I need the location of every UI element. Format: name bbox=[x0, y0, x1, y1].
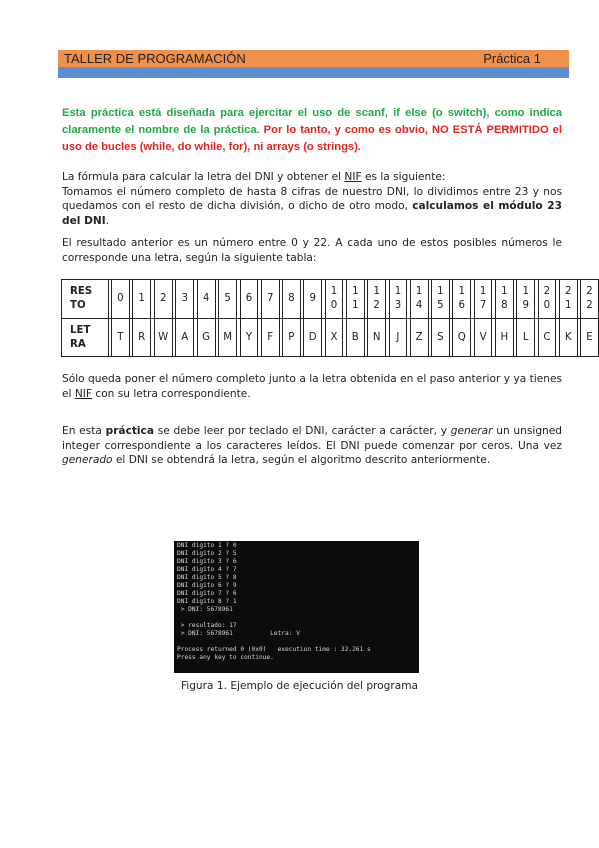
task-italic-1: generar bbox=[450, 425, 493, 437]
letra-header: LET RA bbox=[62, 319, 109, 357]
console-line bbox=[177, 638, 416, 646]
letra-cell: A bbox=[176, 319, 194, 357]
result-paragraph: El resultado anterior es un número entre 0 y 22. A cada uno de estos posibles números le corresponde una letra, según la siguiente tabla: bbox=[62, 237, 562, 264]
letra-cell: Y bbox=[240, 319, 258, 357]
console-line: DNI digito 5 ? 8 bbox=[177, 574, 237, 581]
resto-cell: 5 bbox=[219, 280, 237, 319]
letra-cell: Z bbox=[410, 319, 428, 357]
nif-term: NIF bbox=[344, 171, 362, 183]
console-line: Process returned 0 (0x0) execution time : 32.261 s bbox=[177, 646, 371, 653]
letra-cell: K bbox=[559, 319, 577, 357]
formula-text-a: La fórmula para calcular la letra del DNI y obtener el bbox=[62, 171, 345, 183]
final-text-a: Sólo queda poner el número completo junto a la letra obtenida en el paso anterior y ya tienes el bbox=[62, 373, 562, 400]
header-title: TALLER DE PROGRAMACIÓN bbox=[64, 51, 246, 66]
intro-paragraph bbox=[62, 105, 562, 156]
letra-cell: D bbox=[304, 319, 322, 357]
final-paragraph bbox=[62, 372, 562, 401]
letra-cell: V bbox=[474, 319, 492, 357]
resto-cell: 2 1 bbox=[559, 280, 577, 319]
console-line: DNI digito 6 ? 9 bbox=[177, 582, 237, 589]
console-line: > DNI: 5678961 Letra: V bbox=[177, 630, 300, 637]
console-line: Press any key to continue. bbox=[177, 654, 274, 661]
letra-cell: P bbox=[283, 319, 301, 357]
task-text-a: En esta bbox=[62, 425, 106, 437]
resto-cell: 6 bbox=[240, 280, 258, 319]
letra-cell: M bbox=[219, 319, 237, 357]
resto-cell: 1 4 bbox=[410, 280, 428, 319]
resto-cell: 1 1 bbox=[346, 280, 364, 319]
formula-paragraph bbox=[62, 170, 562, 228]
formula-text-c: Tomamos el número completo de hasta 8 cifras de nuestro DNI, lo dividimos entre 23 y nos quedamos con el resto de dicha división, o dicho de otro modo, bbox=[62, 185, 562, 212]
letra-cell: L bbox=[517, 319, 535, 357]
letra-cell: X bbox=[325, 319, 343, 357]
resto-cell: 1 7 bbox=[474, 280, 492, 319]
letra-cell: N bbox=[368, 319, 386, 357]
nif-term-2: NIF bbox=[74, 387, 92, 400]
letra-cell: W bbox=[154, 319, 172, 357]
resto-cell: 1 bbox=[133, 280, 151, 319]
resto-cell: 9 bbox=[304, 280, 322, 319]
console-line: DNI digito 1 ? 0 bbox=[177, 542, 237, 549]
resto-cell: 1 5 bbox=[432, 280, 450, 319]
resto-header: RES TO bbox=[62, 280, 109, 319]
figure-caption: Figura 1. Ejemplo de ejecución del programa bbox=[180, 680, 419, 692]
intro-green-text: Esta práctica está diseñada para ejercitar el uso de scanf, if else (o switch), como indica claramente el nombre de la práctica. bbox=[62, 107, 562, 136]
document-header bbox=[58, 50, 569, 67]
console-line bbox=[177, 614, 416, 622]
resto-cell: 4 bbox=[197, 280, 215, 319]
console-line: > resultado: 17 bbox=[177, 622, 237, 629]
resto-cell: 8 bbox=[283, 280, 301, 319]
resto-cell: 2 0 bbox=[538, 280, 556, 319]
letra-cell: S bbox=[432, 319, 450, 357]
intro-red-text: Por lo tanto, y como es obvio, bbox=[259, 124, 432, 136]
task-paragraph bbox=[62, 424, 562, 468]
letra-cell: T bbox=[112, 319, 130, 357]
letra-cell: Q bbox=[453, 319, 471, 357]
letra-cell: F bbox=[261, 319, 279, 357]
resto-cell: 3 bbox=[176, 280, 194, 319]
letra-cell: B bbox=[346, 319, 364, 357]
console-line: DNI digito 4 ? 7 bbox=[177, 566, 237, 573]
final-text-b: con su letra correspondiente. bbox=[92, 387, 251, 400]
console-line: DNI digito 3 ? 6 bbox=[177, 558, 237, 565]
resto-cell: 0 bbox=[112, 280, 130, 319]
formula-text-b: es la siguiente: bbox=[361, 171, 446, 183]
resto-cell: 1 2 bbox=[368, 280, 386, 319]
console-line: DNI digito 7 ? 6 bbox=[177, 590, 237, 597]
console-line: DNI digito 2 ? 5 bbox=[177, 550, 237, 557]
task-italic-2: generado bbox=[62, 454, 113, 466]
formula-bold: calculamos el módulo 23 del DNI bbox=[62, 200, 562, 227]
resto-cell: 1 3 bbox=[389, 280, 407, 319]
intro-red-end: el uso de bucles (while, do while, for), ni arrays (o strings). bbox=[62, 124, 562, 153]
letra-cell: E bbox=[581, 319, 599, 357]
header-bar bbox=[58, 67, 569, 78]
resto-cell: 1 8 bbox=[495, 280, 513, 319]
intro-red-caps: NO ESTÁ PERMITIDO bbox=[431, 124, 549, 136]
dni-letter-table bbox=[61, 279, 599, 357]
resto-cell: 7 bbox=[261, 280, 279, 319]
letra-cell: C bbox=[538, 319, 556, 357]
task-text-b: se debe leer por teclado el DNI, carácter a carácter, y bbox=[153, 425, 451, 437]
resto-cell: 2 2 bbox=[581, 280, 599, 319]
resto-cell: 2 bbox=[154, 280, 172, 319]
console-line: > DNI: 5678961 bbox=[177, 606, 233, 613]
formula-text-d: . bbox=[105, 214, 110, 227]
console-line: DNI digito 8 ? 1 bbox=[177, 598, 237, 605]
task-bold: práctica bbox=[105, 425, 154, 437]
console-screenshot bbox=[174, 541, 419, 673]
letra-cell: J bbox=[389, 319, 407, 357]
letra-cell: H bbox=[495, 319, 513, 357]
letra-cell: R bbox=[133, 319, 151, 357]
header-practice: Práctica 1 bbox=[483, 51, 541, 66]
task-text-d: el DNI se obtendrá la letra, según el algoritmo descrito anteriormente. bbox=[112, 454, 491, 466]
task-text-c: un unsigned integer correspondiente a los caracteres leídos. El DNI puede comenzar por ceros. Una vez bbox=[62, 425, 562, 452]
letra-cell: G bbox=[197, 319, 215, 357]
resto-cell: 1 9 bbox=[517, 280, 535, 319]
resto-cell: 1 0 bbox=[325, 280, 343, 319]
resto-cell: 1 6 bbox=[453, 280, 471, 319]
